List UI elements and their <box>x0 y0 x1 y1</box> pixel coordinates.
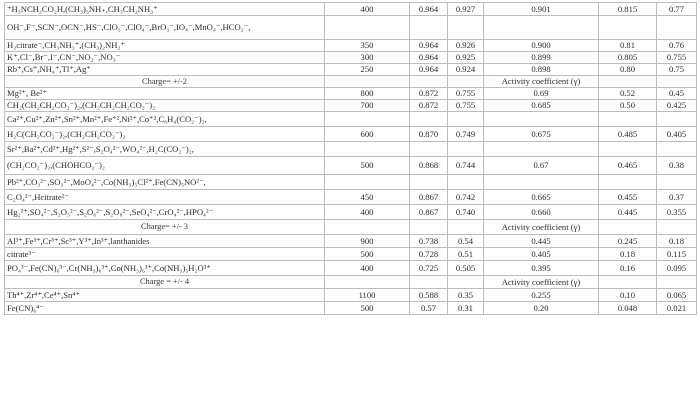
cell-text: Ca²⁺,Cu²⁺,Zn²⁺,Sn²⁺,Mn²⁺,Fe⁺²,Ni²⁺,Co⁺²,C₆H₄(CO₂⁻)₂, <box>7 113 207 124</box>
gamma-cell <box>657 16 697 40</box>
cell-text: 0.18 <box>668 235 685 246</box>
gamma-cell <box>657 205 697 220</box>
gamma-cell <box>448 142 484 157</box>
ion-size-cell <box>325 3 410 16</box>
cell-text: 0.50 <box>619 100 636 110</box>
gamma-cell <box>599 235 657 248</box>
gamma-cell <box>448 112 484 127</box>
gamma-cell <box>448 220 484 235</box>
table-row <box>5 88 697 100</box>
cell-text: 0.445 <box>531 235 551 246</box>
cell-text: 0.868 <box>418 160 439 170</box>
cell-text: Pb²⁺,CO₃²⁻,SO₃²⁻,MoO₄²⁻,Co(NH₃)₅Cl²⁺,Fe(CN)₅NO²⁻, <box>7 176 206 187</box>
gamma-cell <box>657 289 697 302</box>
cell-text: 0.900 <box>531 40 551 50</box>
cell-text: 0.742 <box>455 191 476 202</box>
cell-text: 0.18 <box>619 248 636 259</box>
gamma-cell <box>657 220 697 235</box>
cell-text: 0.740 <box>455 206 476 217</box>
cell-text: 450 <box>360 191 374 202</box>
gamma-cell <box>410 52 448 64</box>
ion-cell <box>5 157 325 175</box>
ion-cell <box>5 190 325 205</box>
cell-text: 0.675 <box>531 128 551 139</box>
ion-cell <box>5 88 325 100</box>
ion-cell <box>5 40 325 52</box>
gamma-cell <box>657 127 697 142</box>
table-row <box>5 190 697 205</box>
ion-cell <box>5 64 325 76</box>
gamma-cell <box>410 100 448 112</box>
ion-cell <box>5 261 325 276</box>
gamma-cell <box>599 220 657 235</box>
gamma-cell <box>448 64 484 76</box>
cell-text: 0.51 <box>457 248 474 259</box>
gamma-cell <box>410 157 448 175</box>
gamma-cell <box>599 248 657 261</box>
gamma-cell <box>448 248 484 261</box>
cell-text: 0.405 <box>666 128 687 139</box>
cell-text: 0.872 <box>418 100 439 110</box>
ion-size-cell <box>325 40 410 52</box>
table-row <box>5 142 697 157</box>
gamma-cell <box>448 289 484 302</box>
ion-cell <box>5 76 325 88</box>
ion-size-cell <box>325 142 410 157</box>
ion-cell <box>5 248 325 261</box>
gamma-cell <box>448 127 484 142</box>
table-row <box>5 276 697 289</box>
gamma-cell <box>448 205 484 220</box>
group-label: Activity coefficient (γ) <box>501 276 581 287</box>
cell-text: 800 <box>360 88 374 98</box>
gamma-cell <box>484 235 599 248</box>
table-row <box>5 127 697 142</box>
cell-text: 0.588 <box>418 289 439 300</box>
cell-text: 0.872 <box>418 88 439 98</box>
cell-text: 0.16 <box>619 262 636 273</box>
cell-text: 1100 <box>358 289 376 300</box>
gamma-cell <box>484 52 599 64</box>
cell-text: 0.35 <box>457 289 474 300</box>
gamma-cell <box>599 112 657 127</box>
table-row <box>5 205 697 220</box>
cell-text: Th⁴⁺,Zr⁴⁺,Ce⁴⁺,Sn⁴⁺ <box>7 289 80 300</box>
gamma-cell <box>410 40 448 52</box>
table-row <box>5 220 697 235</box>
cell-text: 0.77 <box>668 3 685 14</box>
gamma-cell <box>599 205 657 220</box>
cell-text: H₂C(CH₂CO₂⁻)₂,(CH₂CH₂CO₂⁻)₂ <box>7 128 126 139</box>
gamma-cell <box>448 235 484 248</box>
cell-text: 250 <box>360 64 374 74</box>
gamma-cell <box>657 235 697 248</box>
cell-text: 0.926 <box>455 40 476 50</box>
ion-size-cell <box>325 235 410 248</box>
gamma-cell <box>410 276 448 289</box>
cell-text: 0.81 <box>619 40 636 50</box>
gamma-cell <box>599 276 657 289</box>
cell-text: 0.76 <box>668 40 685 50</box>
cell-text: 0.75 <box>668 64 685 74</box>
ion-cell <box>5 52 325 64</box>
cell-text: 0.405 <box>531 248 551 259</box>
gamma-cell <box>448 76 484 88</box>
ion-cell <box>5 205 325 220</box>
gamma-cell <box>484 88 599 100</box>
gamma-cell <box>448 16 484 40</box>
gamma-cell <box>599 127 657 142</box>
gamma-cell <box>484 76 599 88</box>
ion-size-cell <box>325 175 410 190</box>
gamma-cell <box>484 142 599 157</box>
table-row <box>5 248 697 261</box>
gamma-cell <box>410 220 448 235</box>
cell-text: Hg₂²⁺,SO₄²⁻,S₂O₃²⁻,S₂O₆²⁻,S₂O₈²⁻,SeO₄²⁻,CrO₄²⁻,HPO₄²⁻ <box>7 206 214 217</box>
cell-text: 0.924 <box>455 64 476 74</box>
cell-text: 0.755 <box>455 100 476 110</box>
gamma-cell <box>484 127 599 142</box>
cell-text: 0.38 <box>668 160 685 170</box>
ion-size-cell <box>325 261 410 276</box>
cell-text: 0.815 <box>617 3 638 14</box>
ion-cell <box>5 142 325 157</box>
gamma-cell <box>657 112 697 127</box>
cell-text: 0.738 <box>418 235 439 246</box>
gamma-cell <box>484 112 599 127</box>
cell-text: (CH₂CO₂⁻)₂,(CHOHCO₂⁻)₂ <box>7 160 105 170</box>
cell-text: 0.10 <box>619 289 636 300</box>
gamma-cell <box>599 175 657 190</box>
cell-text: 0.867 <box>418 191 439 202</box>
cell-text: 0.355 <box>666 206 687 217</box>
gamma-cell <box>448 3 484 16</box>
cell-text: 0.901 <box>531 3 551 14</box>
ion-size-cell <box>325 302 410 315</box>
table-row <box>5 112 697 127</box>
gamma-cell <box>657 76 697 88</box>
gamma-cell <box>410 205 448 220</box>
cell-text: 0.57 <box>420 302 437 313</box>
ion-cell <box>5 302 325 315</box>
ion-cell <box>5 175 325 190</box>
gamma-cell <box>484 100 599 112</box>
ion-size-cell <box>325 88 410 100</box>
cell-text: 500 <box>360 302 374 313</box>
table-row <box>5 261 697 276</box>
ion-cell <box>5 289 325 302</box>
gamma-cell <box>448 175 484 190</box>
cell-text: 0.927 <box>455 3 476 14</box>
gamma-cell <box>484 190 599 205</box>
cell-text: 0.465 <box>617 160 638 170</box>
gamma-cell <box>484 64 599 76</box>
gamma-cell <box>410 112 448 127</box>
cell-text: 0.31 <box>457 302 474 313</box>
gamma-cell <box>484 289 599 302</box>
cell-text: 0.805 <box>617 52 638 62</box>
gamma-cell <box>410 16 448 40</box>
gamma-cell <box>599 190 657 205</box>
gamma-cell <box>657 40 697 52</box>
gamma-cell <box>448 88 484 100</box>
ion-size-cell <box>325 127 410 142</box>
cell-text: 0.867 <box>418 206 439 217</box>
table-row <box>5 235 697 248</box>
gamma-cell <box>484 157 599 175</box>
ion-size-cell <box>325 220 410 235</box>
table-row <box>5 16 697 40</box>
cell-text: 0.54 <box>457 235 474 246</box>
cell-text: Al³⁺,Fe³⁺,Cr³⁺,Sc³⁺,Y³⁺,In³⁺,lanthanides <box>7 235 150 246</box>
cell-text: 0.52 <box>619 88 636 98</box>
gamma-cell <box>599 157 657 175</box>
cell-text: 0.744 <box>455 160 476 170</box>
group-label: Activity coefficient (γ) <box>501 76 581 86</box>
cell-text: Charge= +/-2 <box>142 76 187 86</box>
gamma-cell <box>448 190 484 205</box>
cell-text: Charge= +/- 3 <box>141 222 188 231</box>
gamma-cell <box>599 40 657 52</box>
ion-size-cell <box>325 248 410 261</box>
table-row <box>5 76 697 88</box>
ion-size-cell <box>325 76 410 88</box>
gamma-cell <box>657 142 697 157</box>
ion-size-cell <box>325 112 410 127</box>
cell-text: 0.665 <box>531 191 551 202</box>
cell-text: 0.048 <box>617 302 638 313</box>
table-row <box>5 64 697 76</box>
cell-text: 300 <box>360 52 374 62</box>
activity-coefficient-table <box>4 2 697 315</box>
cell-text: C₂O₄²⁻,Hcitrate²⁻ <box>7 191 69 202</box>
cell-text: 0.395 <box>531 262 551 273</box>
table-row <box>5 3 697 16</box>
cell-text: 0.45 <box>668 88 685 98</box>
cell-text: 0.964 <box>418 52 439 62</box>
gamma-cell <box>410 64 448 76</box>
cell-text: 0.964 <box>418 40 439 50</box>
cell-text: 0.115 <box>666 248 687 259</box>
gamma-cell <box>448 157 484 175</box>
gamma-cell <box>657 302 697 315</box>
gamma-cell <box>484 205 599 220</box>
gamma-cell <box>410 302 448 315</box>
cell-text: 350 <box>360 40 374 50</box>
cell-text: 0.898 <box>531 64 551 74</box>
gamma-cell <box>657 64 697 76</box>
gamma-cell <box>410 127 448 142</box>
ion-size-cell <box>325 157 410 175</box>
gamma-cell <box>599 100 657 112</box>
cell-text: 500 <box>360 160 374 170</box>
gamma-cell <box>448 302 484 315</box>
cell-text: 0.899 <box>531 52 551 62</box>
ion-size-cell <box>325 276 410 289</box>
gamma-cell <box>657 190 697 205</box>
table-row <box>5 302 697 315</box>
gamma-cell <box>599 52 657 64</box>
ion-cell <box>5 235 325 248</box>
cell-text: PO₄³⁻,Fe(CN)₆³⁻,Cr(NH₃)₆³⁺,Co(NH₃)₆³⁺,Co(NH₃)₅H₂O³⁺ <box>7 262 211 273</box>
cell-text: H₂citrate⁻,CH₃NH₃⁺,(CH₃)₂NH₂⁺ <box>7 40 125 50</box>
gamma-cell <box>657 52 697 64</box>
gamma-cell <box>410 190 448 205</box>
table-row <box>5 175 697 190</box>
cell-text: 0.964 <box>418 3 439 14</box>
cell-text: 600 <box>360 128 374 139</box>
gamma-cell <box>410 76 448 88</box>
cell-text: 0.37 <box>668 191 685 202</box>
cell-text: 0.445 <box>617 206 638 217</box>
cell-text: 0.485 <box>617 128 638 139</box>
ion-size-cell <box>325 205 410 220</box>
cell-text: 0.755 <box>666 52 687 62</box>
table-row <box>5 157 697 175</box>
gamma-cell <box>657 157 697 175</box>
gamma-cell <box>410 88 448 100</box>
gamma-cell <box>448 276 484 289</box>
table-row <box>5 100 697 112</box>
gamma-cell <box>484 220 599 235</box>
cell-text: 0.725 <box>418 262 439 273</box>
gamma-cell <box>484 248 599 261</box>
ion-size-cell <box>325 64 410 76</box>
cell-text: 0.80 <box>619 64 636 74</box>
ion-size-cell <box>325 190 410 205</box>
gamma-cell <box>410 289 448 302</box>
gamma-cell <box>410 175 448 190</box>
gamma-cell <box>484 40 599 52</box>
cell-text: 0.67 <box>533 160 549 170</box>
cell-text: 0.964 <box>418 64 439 74</box>
cell-text: 0.255 <box>531 289 551 300</box>
gamma-cell <box>657 248 697 261</box>
ion-cell <box>5 112 325 127</box>
cell-text: 0.728 <box>418 248 439 259</box>
cell-text: CH₂(CH₂CH₂CO₂⁻)₂,(CH₂CH₂CH₂CO₂⁻)₂ <box>7 100 156 110</box>
gamma-cell <box>599 88 657 100</box>
table-body <box>5 3 697 315</box>
cell-text: citrate³⁻ <box>7 248 36 259</box>
gamma-cell <box>657 100 697 112</box>
gamma-cell <box>599 261 657 276</box>
cell-text: 0.660 <box>531 206 551 217</box>
ion-size-cell <box>325 16 410 40</box>
gamma-cell <box>599 289 657 302</box>
gamma-cell <box>599 16 657 40</box>
cell-text: 0.065 <box>666 289 687 300</box>
gamma-cell <box>448 52 484 64</box>
gamma-cell <box>657 88 697 100</box>
cell-text: 0.870 <box>418 128 439 139</box>
gamma-cell <box>599 64 657 76</box>
gamma-cell <box>599 3 657 16</box>
gamma-cell <box>484 302 599 315</box>
ion-cell <box>5 127 325 142</box>
cell-text: 900 <box>360 235 374 246</box>
cell-text: 500 <box>360 248 374 259</box>
ion-cell <box>5 276 325 289</box>
gamma-cell <box>657 3 697 16</box>
gamma-cell <box>599 142 657 157</box>
gamma-cell <box>448 100 484 112</box>
cell-text: ⁺H₃NCH₂CO₂H,(CH₃)₃NH₊,CH₃CH₂NH₃⁺ <box>7 3 158 14</box>
group-label: Activity coefficient (γ) <box>501 221 581 232</box>
gamma-cell <box>484 261 599 276</box>
cell-text: 0.245 <box>617 235 638 246</box>
cell-text: 400 <box>360 206 374 217</box>
ion-cell <box>5 100 325 112</box>
cell-text: 700 <box>360 100 374 110</box>
gamma-cell <box>410 261 448 276</box>
cell-text: 0.749 <box>455 128 476 139</box>
gamma-cell <box>448 40 484 52</box>
cell-text: 400 <box>360 3 374 14</box>
table-row <box>5 40 697 52</box>
cell-text: 0.685 <box>531 100 551 110</box>
table-row <box>5 52 697 64</box>
gamma-cell <box>410 235 448 248</box>
cell-text: 0.455 <box>617 191 638 202</box>
gamma-cell <box>410 248 448 261</box>
ion-cell <box>5 220 325 235</box>
gamma-cell <box>657 276 697 289</box>
cell-text: Fe(CN)₆⁴⁻ <box>7 302 44 313</box>
cell-text: OH⁻,F⁻,SCN⁻,OCN⁻,HS⁻,ClO₃⁻,ClO₄⁻,BrO₃⁻,IO₄⁻,MnO₄⁻,HCO₂⁻, <box>7 22 251 32</box>
cell-text: 0.095 <box>666 262 687 273</box>
gamma-cell <box>599 302 657 315</box>
gamma-cell <box>657 175 697 190</box>
cell-text: 0.20 <box>533 302 549 313</box>
cell-text: 0.755 <box>455 88 476 98</box>
cell-text: 0.925 <box>455 52 476 62</box>
cell-text: 0.505 <box>455 262 476 273</box>
cell-text: K⁺,Cl⁻,Br⁻,I⁻,CN⁻,NO₂⁻,NO₃⁻ <box>7 52 121 62</box>
ion-cell <box>5 16 325 40</box>
cell-text: 400 <box>360 262 374 273</box>
cell-text: Sr²⁺,Ba²⁺,Cd²⁺,Hg²⁺,S²⁻,S₂O₄²⁻,WO₄²⁻,H₂C(CO₂⁻)₂, <box>7 143 194 154</box>
cell-text: 0.69 <box>533 88 549 98</box>
ion-size-cell <box>325 52 410 64</box>
gamma-cell <box>484 3 599 16</box>
table-row <box>5 289 697 302</box>
ion-size-cell <box>325 100 410 112</box>
cell-text: 0.021 <box>666 302 687 313</box>
gamma-cell <box>484 16 599 40</box>
ion-cell <box>5 3 325 16</box>
gamma-cell <box>599 76 657 88</box>
gamma-cell <box>410 3 448 16</box>
cell-text: Rb⁺,Cs⁺,NH₄⁺,Tl⁺,Ag⁺ <box>7 64 91 74</box>
cell-text: Charge = +/- 4 <box>139 277 190 286</box>
ion-size-cell <box>325 289 410 302</box>
gamma-cell <box>484 175 599 190</box>
gamma-cell <box>657 261 697 276</box>
gamma-cell <box>448 261 484 276</box>
gamma-cell <box>484 276 599 289</box>
cell-text: Mg²⁺, Be²⁺ <box>7 88 48 98</box>
cell-text: 0.425 <box>666 100 687 110</box>
gamma-cell <box>410 142 448 157</box>
